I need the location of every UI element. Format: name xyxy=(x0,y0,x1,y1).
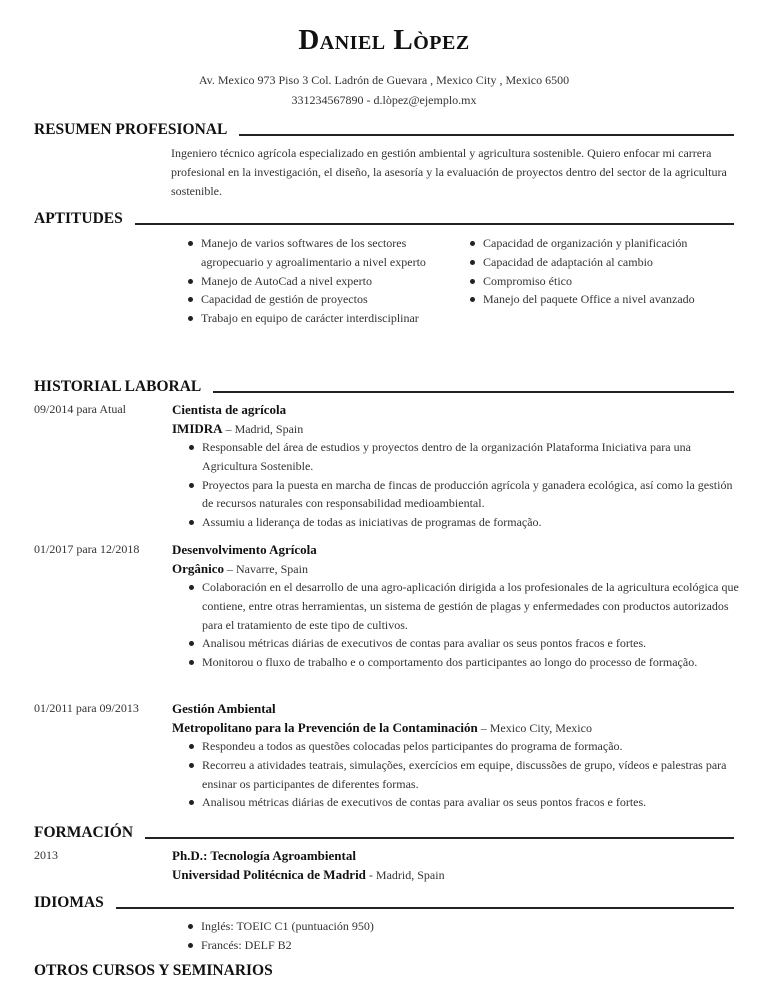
school-name: Universidad Politécnica de Madrid xyxy=(172,867,366,882)
job-date: 09/2014 para Atual xyxy=(34,402,126,416)
school-location: - Madrid, Spain xyxy=(365,868,445,882)
section-divider xyxy=(135,223,734,225)
skill-item: Capacidad de adaptación al cambio xyxy=(466,253,746,272)
education-school-line xyxy=(172,865,445,885)
skill-item: Manejo de varios softwares de los sectores agropecuario y agroalimentario a nivel experto xyxy=(184,234,449,272)
languages-section-header xyxy=(34,892,734,912)
skills-list-left xyxy=(184,234,449,328)
section-divider xyxy=(213,391,734,393)
section-divider xyxy=(239,134,734,136)
skill-item: Capacidad de gestión de proyectos xyxy=(184,290,449,309)
job-company-line xyxy=(172,718,592,738)
job-bullet: Recorreu a atividades teatrais, simulações, exercícios em equipe, discussões de grupo, vídeos e palestras para ensinar os participantes de diferentes formas. xyxy=(185,756,740,794)
summary-title: RESUMEN PROFESIONAL xyxy=(34,121,228,138)
job-bullet: Analisou métricas diárias de executivos de contas para avaliar os seus pontos fracos e fortes. xyxy=(185,634,740,653)
work-title: HISTORIAL LABORAL xyxy=(34,378,202,395)
job-date: 01/2011 para 09/2013 xyxy=(34,701,139,715)
work-section-header xyxy=(34,376,734,396)
next-section-title: OTROS CURSOS Y SEMINARIOS xyxy=(34,962,273,979)
job-bullet: Colaboración en el desarrollo de una agro-aplicación dirigida a los profesionales de la agricultura ecológica que contiene, entre otras herramientas, un sistema de gestión de plagas y enfermedades con productos autorizados para el tratamiento de este tipo de cultivos. xyxy=(185,578,740,634)
skills-title: APTITUDES xyxy=(34,210,123,227)
language-item: Inglés: TOEIC C1 (puntuación 950) xyxy=(184,917,584,936)
skills-list-right xyxy=(466,234,746,309)
languages-list xyxy=(184,917,584,955)
skills-section-header xyxy=(34,208,734,228)
job-company: Orgânico xyxy=(172,561,224,576)
summary-text: Ingeniero técnico agrícola especializado en gestión ambiental y agricultura sostenible. Quiero enfocar mi carrera profesional en la investigación, el diseño, la asesoría y la evaluación de proyectos dentro del sector de la agricultura sostenible. xyxy=(171,146,727,198)
contact-address: Av. Mexico 973 Piso 3 Col. Ladrón de Guevara , Mexico City , Mexico 6500 xyxy=(198,73,570,87)
job-company-line xyxy=(172,559,308,579)
languages-title: IDIOMAS xyxy=(34,894,104,911)
education-section-header xyxy=(34,822,734,842)
skill-item: Capacidad de organización y planificación xyxy=(466,234,746,253)
degree-level: Ph.D. xyxy=(172,848,204,863)
job-date: 01/2017 para 12/2018 xyxy=(34,542,140,556)
skill-item: Compromiso ético xyxy=(466,272,746,291)
job-company-line xyxy=(172,419,303,439)
job-bullet: Monitorou o fluxo de trabalho e o comportamento dos participantes ao longo do processo de formação. xyxy=(185,653,740,672)
candidate-name: Daniel Lòpez xyxy=(298,24,470,56)
degree-field: : Tecnología Agroambiental xyxy=(203,848,356,863)
education-degree-line xyxy=(172,846,356,865)
job-bullet: Analisou métricas diárias de executivos de contas para avaliar os seus pontos fracos e fortes. xyxy=(185,793,740,812)
job-title: Desenvolvimento Agrícola xyxy=(172,542,317,557)
language-item: Francés: DELF B2 xyxy=(184,936,584,955)
job-bullet: Responsable del área de estudios y proyectos dentro de la organización Plataforma Iniciativa para una Agricultura Sostenible. xyxy=(185,438,740,476)
section-divider xyxy=(145,837,734,839)
job-bullet: Assumiu a liderança de todas as iniciativas de programas de formação. xyxy=(185,513,740,532)
job-bullets xyxy=(185,578,740,672)
job-bullet: Respondeu a todos as questões colocadas pelos participantes do programa de formação. xyxy=(185,737,740,756)
job-company: Metropolitano para la Prevención de la Contaminación xyxy=(172,720,478,735)
education-date: 2013 xyxy=(34,848,58,862)
job-location: – Madrid, Spain xyxy=(222,422,304,436)
job-bullets xyxy=(185,737,740,812)
summary-section-header xyxy=(34,119,734,139)
section-divider xyxy=(116,907,734,909)
job-location: – Mexico City, Mexico xyxy=(477,721,592,735)
job-bullets xyxy=(185,438,740,532)
job-location: – Navarre, Spain xyxy=(224,562,308,576)
skill-item: Manejo del paquete Office a nivel avanzado xyxy=(466,290,746,309)
contact-phone-email: 331234567890 - d.lòpez@ejemplo.mx xyxy=(291,93,477,107)
job-title: Gestión Ambiental xyxy=(172,701,276,716)
skill-item: Manejo de AutoCad a nivel experto xyxy=(184,272,449,291)
job-title: Cientista de agrícola xyxy=(172,402,287,417)
job-company: IMIDRA xyxy=(172,421,223,436)
job-bullet: Proyectos para la puesta en marcha de fincas de producción agrícola y ganadera ecológica, así como la gestión de recursos naturales con responsabilidad medioambiental. xyxy=(185,476,740,514)
skill-item: Trabajo en equipo de carácter interdisciplinar xyxy=(184,309,449,328)
education-title: FORMACIÓN xyxy=(34,824,134,841)
